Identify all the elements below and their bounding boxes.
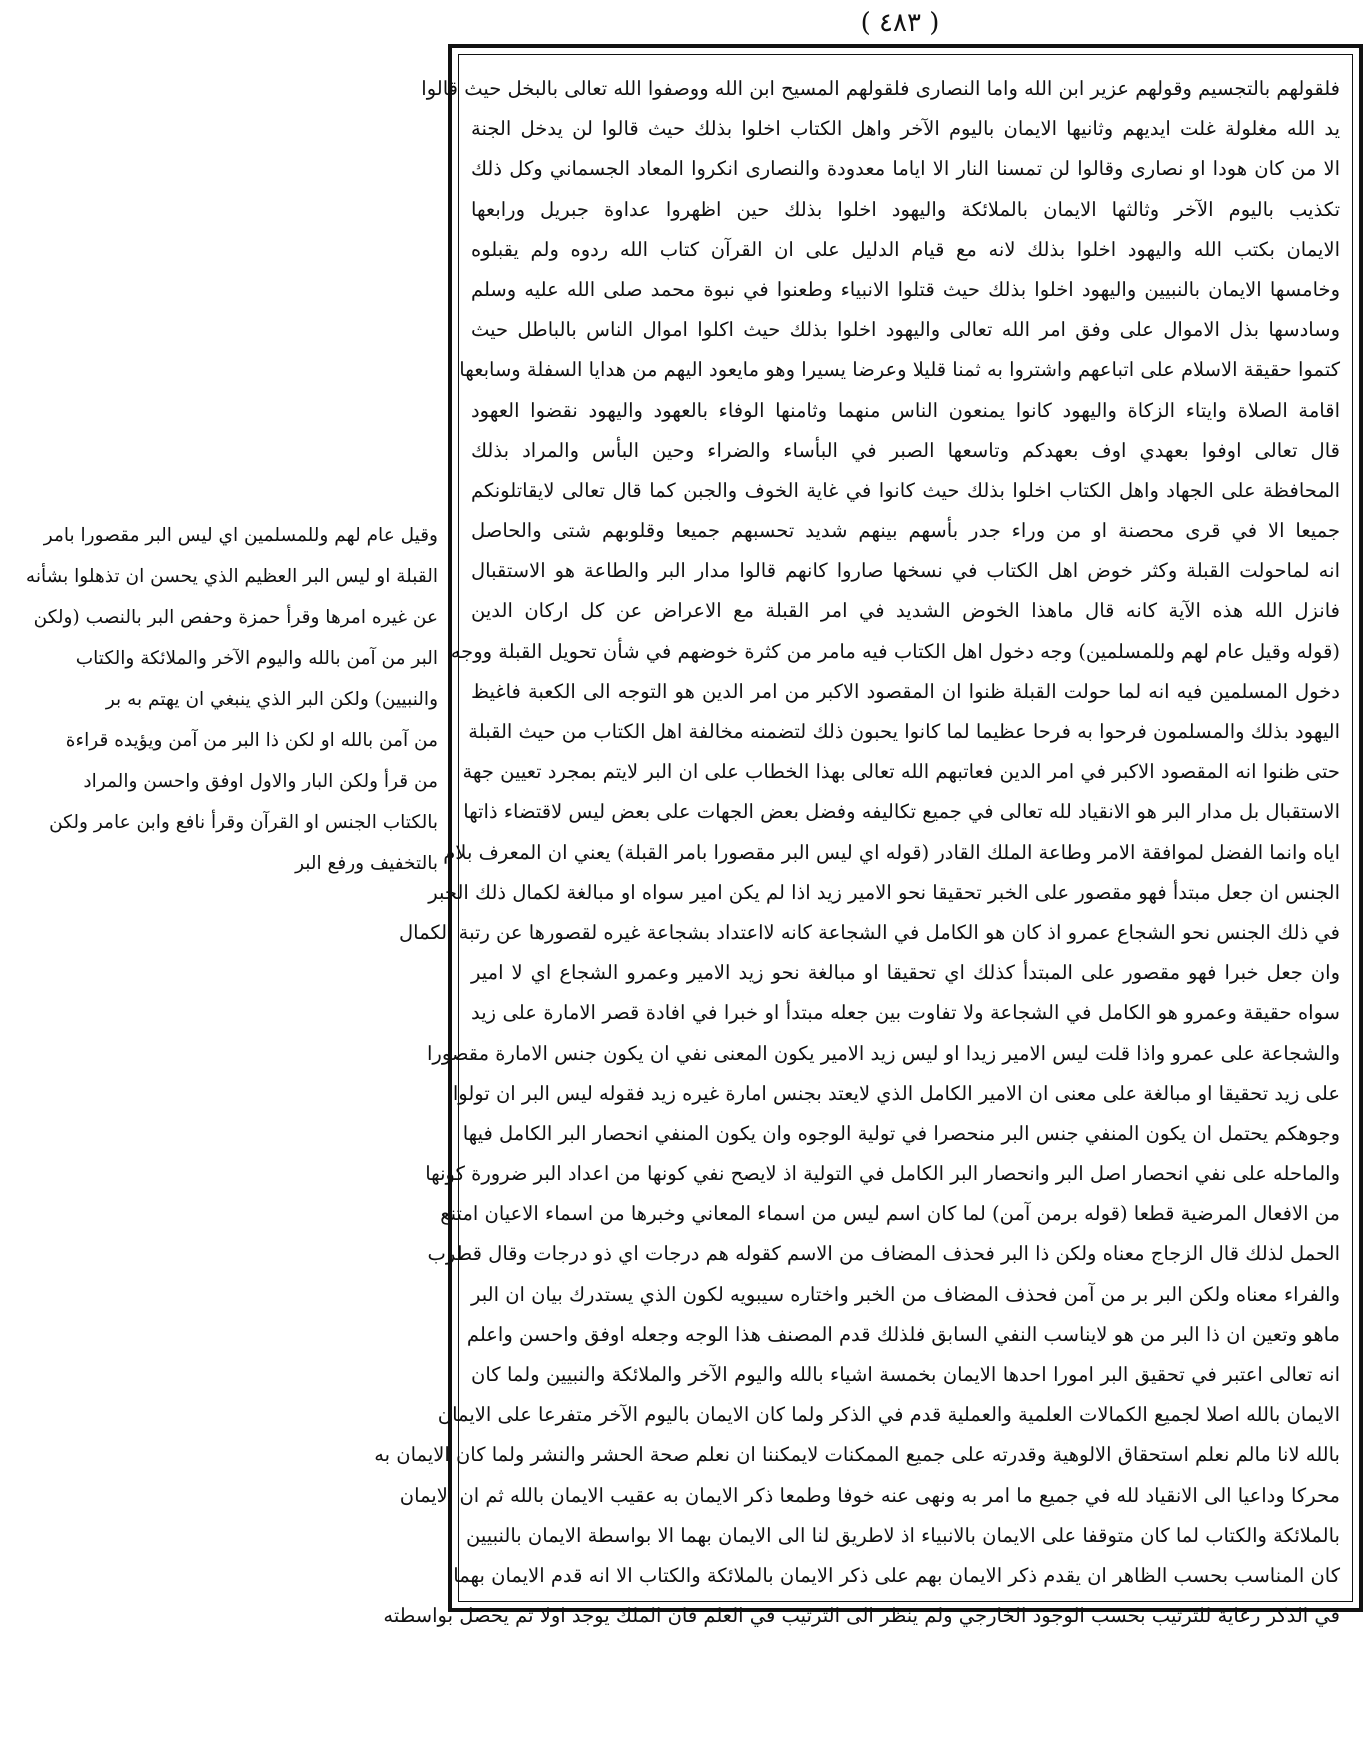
main-text-line: المحافظة على الجهاد واهل الكتاب اخلوا بذلك حيث كانوا في غاية الخوف والجبن كما قال تعالى لايقاتلونكم <box>471 478 1340 502</box>
main-text-line: يد الله مغلولة غلت ايديهم وثانيها الايمان باليوم الآخر واهل الكتاب اخلوا بذلك حيث قالوا لن يدخل الجنة <box>471 117 1340 141</box>
main-text-line: الجنس ان جعل مبتدأ فهو مقصور على الخبر تحقيقا نحو الامير زيد اذا لم يكن امير سواه او مبالغة لكمال ذلك الخبر <box>428 880 1340 904</box>
main-text-line: انه لماحولت القبلة وكثر خوض اهل الكتاب في نسخها صاروا كانهم قالوا مدار البر والطاعة هو الاستقبال <box>471 559 1340 583</box>
main-text-line: الايمان بالله اصلا لجميع الكمالات العلمية والعملية قدم في الذكر ولما كان الايمان باليوم الآخر متفرعا على الايمان <box>437 1403 1340 1427</box>
margin-note-line: القبلة او ليس البر العظيم الذي يحسن ان تذهلوا بشأنه <box>25 566 438 587</box>
main-text-line: في ذلك الجنس نحو الشجاع عمرو اذ كان هو الكامل في الشجاعة كانه لااعتداد بشجاعة غيره لقصورها عن رتبة الكمال <box>398 920 1340 944</box>
main-text-line: بالملائكة والكتاب لما كان متوقفا على الايمان بالانبياء اذ لاطريق لنا الى الايمان بهما الا بواسطة الايمان بالنبيين <box>466 1523 1340 1547</box>
main-text-line: اياه وانما الفضل لموافقة الامر وطاعة الملك القادر (قوله اي ليس البر مقصورا بامر القبلة) يعني ان المعرف بلام <box>443 840 1340 864</box>
main-text-line: فلقولهم بالتجسيم وقولهم عزير ابن الله واما النصارى فلقولهم المسيح ابن الله ووصفوا الله تعالى بالبخل حيث قالوا <box>421 77 1340 100</box>
main-text-line: انه تعالى اعتبر في تحقيق البر امورا احدها الايمان بخمسة اشياء بالله واليوم الآخر والملائكة والنبيين ولما كان <box>471 1363 1340 1386</box>
text-frame-inner <box>374 54 1353 1628</box>
margin-note-line: وقيل عام لهم وللمسلمين اي ليس البر مقصورا بامر <box>43 525 438 546</box>
main-text-line: والماحله على نفي انحصار اصل البر وانحصار البر الكامل في التولية اذ لايصح نفي كونها من اعداد البر ضرورة كونها <box>425 1162 1340 1186</box>
margin-note-line: من قرأ ولكن البار والاول اوفق واحسن والمراد <box>83 771 438 792</box>
main-text-line: ماهو وتعين ان ذا البر من هو لايناسب النفي السابق فلذلك قدم المصنف هذا الوجه وجعله اوفق واحسن واعلم <box>466 1322 1340 1346</box>
main-text-line: تكذيب باليوم الآخر وثالثها الايمان بالملائكة واليهود اخلوا بذلك حين اظهروا عداوة جبريل ورابعها <box>471 197 1340 221</box>
text-frame <box>374 44 1363 1628</box>
main-text-line: وان جعل خبرا فهو مقصور على المبتدأ كذلك اي تحقيقا او مبالغة نحو زيد الامير وعمرو الشجاع اي لا امير <box>471 961 1340 985</box>
main-text-line: اليهود بذلك والمسلمون فرحوا به فرحا عظيما لما كانوا يحبون ذلك لتضمنه مخالفة اهل الكتاب من حيث القبلة <box>468 720 1340 743</box>
main-text-line: وجوهكم يحتمل ان يكون المنفي جنس البر منحصرا في تولية الوجوه وان يكون المنفي انحصار البر الكامل فيها <box>462 1121 1340 1145</box>
main-text-line: والشجاعة على عمرو واذا قلت ليس الامير زيدا او ليس زيد الامير يكون المعنى نفي ان يكون جنس الامارة مقصورا <box>426 1041 1340 1065</box>
main-text-line: وخامسها الايمان بالنبيين واليهود اخلوا بذلك حيث قتلوا الانبياء وطعنوا في نبوة محمد صلى الله عليه وسلم <box>471 277 1340 301</box>
main-text-line: (قوله وقيل عام لهم وللمسلمين) وجه دخول اهل الكتاب فيه مامر من كثرة خوضهم في شأن تحويل القبلة ووجه <box>450 639 1340 663</box>
main-text-line: فانزل الله هذه الآية كانه قال ماهذا الخوض الشديد في امر القبلة مع الاعراض عن كل اركان الدين <box>471 599 1340 623</box>
margin-note-line: عن غيره امرها وقرأ حمزة وحفص البر بالنصب (ولكن <box>33 607 438 628</box>
main-text-line: حتى ظنوا انه المقصود الاكبر في امر الدين فعاتبهم الله تعالى بهذا الخطاب على ان البر لايتم بمجرد تعيين جهة <box>462 760 1340 784</box>
main-text-line: على زيد تحقيقا او مبالغة على معنى ان الامير الكامل الذي لايعتد بجنس امارة غيره زيد فقوله ليس البر ان تولوا <box>452 1081 1340 1105</box>
main-commentary <box>374 69 1340 1628</box>
main-text-line: جميعا الا في قرى محصنة او من وراء جدر بأسهم بينهم شديد تحسبهم جميعا وقلوبهم شتى والحاصل <box>471 519 1340 543</box>
main-text-line: دخول المسلمين فيه انه لما حولت القبلة ظنوا ان المقصود الاكبر من امر الدين هو التوجه الى الكعبة فاغيظ <box>471 679 1340 703</box>
main-text-line: كان المناسب بحسب الظاهر ان يقدم ذكر الايمان بهم على ذكر الايمان بالملائكة والكتاب الا انه قدم الايمان بهما <box>453 1563 1340 1587</box>
main-text-line: قال تعالى اوفوا بعهدي اوف بعهدكم وتاسعها الصبر في البأساء والضراء وحين البأس والمراد بذلك <box>471 438 1340 462</box>
margin-note-line: من آمن بالله او لكن ذا البر من آمن ويؤيده قراءة <box>65 730 438 751</box>
main-text-line: الاستقبال بل مدار البر هو الانقياد لله تعالى في جميع تكاليفه وفضل بعض الجهات على بعض ليس لاقتضاء ذاتها <box>463 800 1340 824</box>
main-text-line: من الافعال المرضية قطعا (قوله برمن آمن) لما كان اسم ليس من اسماء المعاني وخبرها من اسماء الاعيان امتنع <box>440 1202 1340 1226</box>
main-text-line: في الذكر رعاية للترتيب بحسب الوجود الخارجي ولم ينظر الى الترتيب في العلم فان الملك يوجد اولا ثم يحصل بواسطته <box>383 1604 1340 1628</box>
margin-note-line: بالكتاب الجنس او القرآن وقرأ نافع وابن عامر ولكن <box>49 812 438 833</box>
main-text-line: اقامة الصلاة وايتاء الزكاة واليهود كانوا يمنعون الناس منهما وثامنها الوفاء بالعهود واليهود نقضوا العهود <box>471 398 1340 422</box>
main-text-line: سواه حقيقة وعمرو هو الكامل في الشجاعة ولا تفاوت بين جعله مبتدأ او خبرا في افادة قصر الامارة على زيد <box>471 1001 1340 1025</box>
page-number: ( ٤٨٣ ) <box>860 8 940 38</box>
main-text-line: كتموا حقيقة الاسلام على اتباعهم واشتروا به ثمنا قليلا وعرضا يسيرا وهو مايعود اليهم من هدايا السفلة وسابعها <box>459 358 1340 382</box>
main-text-line: الايمان بكتب الله واليهود اخلوا بذلك لانه مع قيام الدليل على ان القرآن كتاب الله ردوه ولم يقبلوه <box>471 237 1340 261</box>
main-text-line: بالله لانا مالم نعلم استحقاق الالوهية وقدرته على جميع الممكنات لايمكننا ان نعلم صحة الحشر والنشر ولما كان الايمان به <box>374 1443 1340 1467</box>
main-text-line: محركا وداعيا الى الانقياد لله في جميع ما امر به ونهى عنه خوفا وطمعا ذكر الايمان به عقيب الايمان بالله ثم ان الايمان <box>399 1483 1340 1507</box>
margin-note-line: البر من آمن بالله واليوم الآخر والملائكة والكتاب <box>75 648 438 669</box>
main-text-line: والفراء معناه ولكن البر بر من آمن فحذف المضاف من الخبر واختاره سيبويه لكون الذي يستدرك بيان ان البر <box>471 1282 1340 1306</box>
margin-note-line: بالتخفيف ورفع البر <box>295 853 438 874</box>
main-text-line: الا من كان هودا او نصارى وقالوا لن تمسنا النار الا اياما معدودة والنصارى انكروا المعاد الجسماني وكل ذلك <box>471 157 1340 181</box>
margin-note <box>25 515 438 884</box>
main-text-line: وسادسها بذل الاموال على وفق امر الله تعالى واليهود اخلوا بذلك حيث اكلوا اموال الناس بالباطل حيث <box>471 318 1340 342</box>
margin-note-line: والنبيين) ولكن البر الذي ينبغي ان يهتم به بر <box>105 689 438 710</box>
main-text-line: الحمل لذلك قال الزجاج معناه ولكن ذا البر فحذف المضاف من الاسم كقوله هم درجات اي ذو درجات وقال قطرب <box>427 1242 1340 1266</box>
